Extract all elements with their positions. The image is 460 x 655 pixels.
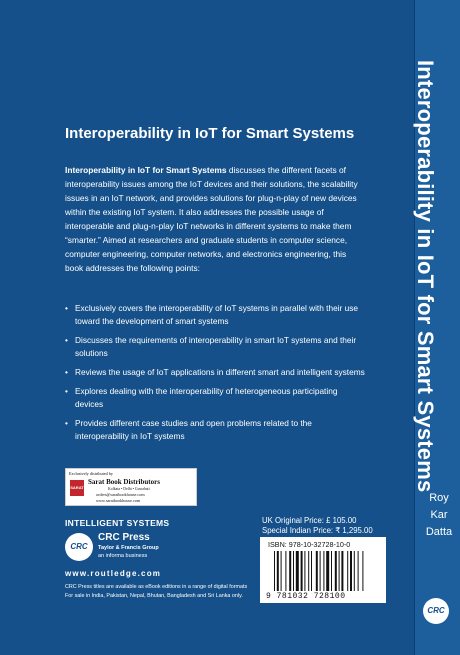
feature-item: • Explores dealing with the interoperability of heterogeneous participating devices: [65, 385, 365, 411]
distributor-label: Exclusively distributed by: [69, 471, 113, 476]
distributor-name: Sarat Book Distributors: [88, 478, 160, 486]
author-name: Datta: [425, 526, 453, 538]
publisher-website: www.routledge.com: [65, 569, 162, 578]
distributor-email: orders@saratbookhouse.com: [96, 492, 145, 497]
indian-price: Special Indian Price: ₹ 1,295.00: [262, 526, 373, 535]
sale-region-note: For sale in India, Pakistan, Nepal, Bhutan, Bangladesh and Sri Lanka only.: [65, 592, 243, 599]
feature-list: [65, 302, 365, 449]
description-text: discusses the different facets of interoperability issues among the IoT devices and their solutions, the scalability issues in an IoT network, and provides solutions for plug-n-play of new devices within the existing IoT system. It also addresses the possible usage of interoperable and plug-n-play IoT networks in different systems to make them “smarter.” Aimed at researchers and graduate students in computer science, computer engineering, computer networks, and electronics engineering, this book addresses the following points:: [65, 165, 358, 273]
feature-item: • Reviews the usage of IoT applications in different smart and intelligent systems: [65, 366, 365, 379]
feature-item: • Exclusively covers the interoperability of IoT systems in parallel with their use toward the development of smart systems: [65, 302, 365, 328]
series-name: INTELLIGENT SYSTEMS: [65, 518, 170, 528]
publisher-informa: an informa business: [98, 553, 148, 559]
book-title: Interoperability in IoT for Smart Systems: [65, 125, 355, 142]
spine-title: Interoperability in IoT for Smart Systems: [413, 60, 438, 493]
book-description: [65, 163, 365, 275]
publisher-group: Taylor & Francis Group: [98, 545, 159, 551]
uk-price: UK Original Price: £ 105.00: [262, 516, 357, 525]
distributor-website: www.saratbookhouse.com: [96, 498, 141, 503]
distributor-cities: Kolkata • Delhi • Guwahati: [108, 487, 150, 491]
spine-crc-logo: CRC: [423, 598, 449, 624]
crc-press-logo: CRC: [65, 533, 93, 561]
feature-item: • Discusses the requirements of interoperability in smart IoT systems and their solutions: [65, 334, 365, 360]
author-name: Roy: [429, 492, 449, 504]
author-name: Kar: [430, 509, 448, 521]
spine-authors: [416, 490, 460, 541]
sarat-logo: SARAT: [70, 480, 84, 496]
barcode-box: [260, 537, 386, 603]
description-bold-title: Interoperability in IoT for Smart Systems: [65, 165, 227, 175]
ebook-note: CRC Press titles are available as eBook editions in a range of digital formats: [65, 584, 248, 590]
barcode-icon: [274, 551, 372, 591]
isbn-label: ISBN: 978-10-32728-10-0: [268, 540, 351, 549]
publisher-name: CRC Press: [98, 532, 150, 543]
feature-item: • Provides different case studies and open problems related to the interoperability in IoT systems: [65, 417, 365, 443]
barcode-digits: 9 781032 728100: [266, 592, 346, 601]
distributor-box: [65, 468, 197, 506]
